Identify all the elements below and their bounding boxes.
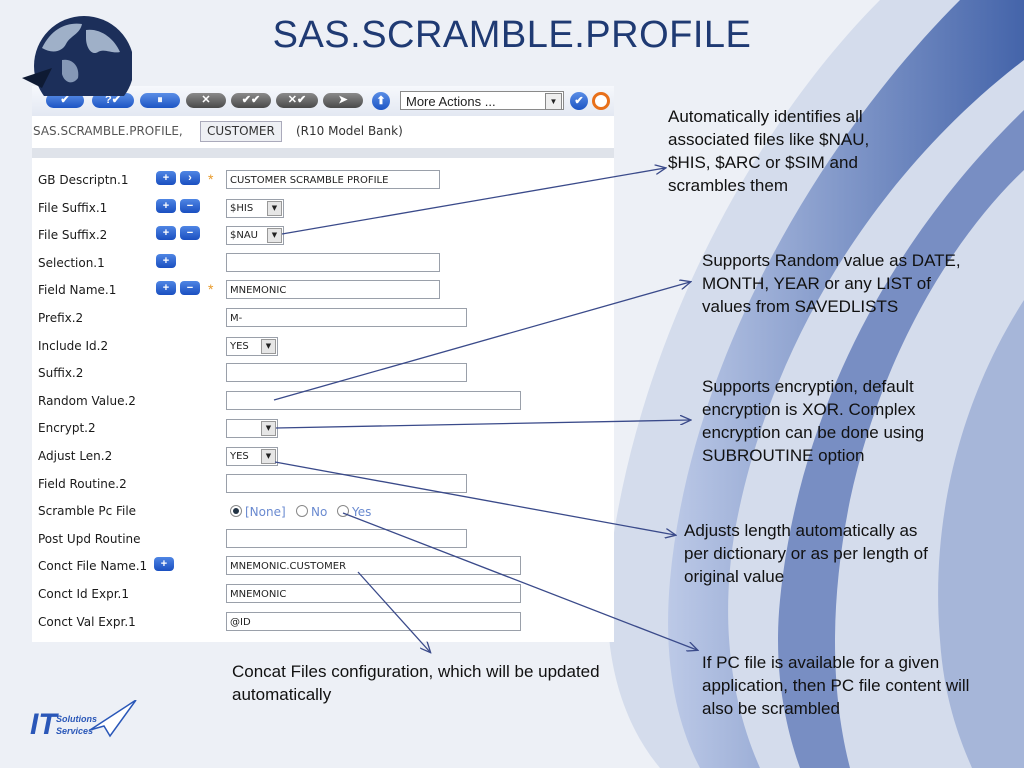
required-star-icon: *: [208, 281, 214, 298]
dropdown-value: $HIS: [230, 202, 254, 214]
field-label: Encrypt.2: [38, 421, 96, 436]
form-row: [32, 251, 614, 275]
radio-option[interactable]: [296, 505, 327, 519]
form-row: [32, 554, 614, 578]
radio-icon[interactable]: [296, 505, 308, 517]
divider: [32, 148, 614, 158]
text-field[interactable]: [226, 363, 467, 382]
dropdown-field[interactable]: [226, 199, 284, 218]
text-field[interactable]: M-: [226, 308, 467, 327]
note-file-suffix: Automatically identifies all associated files like $NAU, $HIS, $ARC or $SIM and scrambles them: [668, 107, 870, 195]
expand-plus-icon[interactable]: +: [156, 226, 176, 240]
field-label: Scramble Pc File: [38, 504, 137, 519]
dropdown-field[interactable]: [226, 226, 284, 245]
next-button[interactable]: ➤: [323, 93, 363, 108]
text-field[interactable]: MNEMONIC.CUSTOMER: [226, 556, 521, 575]
text-field[interactable]: [226, 529, 467, 548]
field-label: File Suffix.2: [38, 228, 108, 243]
dropdown-field[interactable]: [226, 337, 278, 356]
chevron-down-icon[interactable]: ▼: [267, 228, 282, 243]
record-id-field[interactable]: CUSTOMER: [200, 121, 282, 142]
chevron-down-icon[interactable]: ▼: [261, 421, 276, 436]
collapse-minus-icon[interactable]: −: [180, 226, 200, 240]
note-random-value: Supports Random value as DATE, MONTH, YEAR or any LIST of values from SAVEDLISTS: [702, 251, 961, 316]
validate-button[interactable]: ✔: [46, 93, 84, 108]
form-row: [32, 278, 614, 302]
collapse-minus-icon[interactable]: −: [180, 281, 200, 295]
reverse-button[interactable]: ✕✔: [276, 93, 318, 108]
form-row: [32, 582, 614, 606]
chevron-down-icon[interactable]: ▼: [261, 449, 276, 464]
dropdown-value: YES: [230, 451, 249, 462]
radio-icon[interactable]: [337, 505, 349, 517]
slide-title: SAS.SCRAMBLE.PROFILE: [272, 14, 752, 56]
text-field[interactable]: @ID: [226, 612, 521, 631]
required-star-icon: *: [208, 171, 214, 187]
logo-big-text: IT: [30, 708, 57, 741]
chevron-down-icon[interactable]: ▼: [545, 93, 562, 110]
text-field[interactable]: [226, 474, 467, 493]
hold-button[interactable]: ⏸: [140, 93, 180, 108]
dropdown-value: $NAU: [230, 230, 259, 242]
form-row: [32, 334, 614, 358]
radio-option[interactable]: [230, 505, 286, 519]
form-row: [32, 361, 614, 385]
field-label: Field Routine.2: [38, 476, 127, 491]
application-name: SAS.SCRAMBLE.PROFILE,: [33, 124, 183, 138]
expand-plus-icon[interactable]: +: [156, 254, 176, 268]
text-field[interactable]: [226, 253, 440, 272]
authorise-button[interactable]: ✔✔: [231, 93, 271, 108]
radio-label: Yes: [352, 505, 372, 520]
text-field[interactable]: MNEMONIC: [226, 280, 440, 299]
collapse-minus-icon[interactable]: −: [180, 199, 200, 213]
lifebuoy-icon[interactable]: [592, 92, 610, 110]
form-row: [32, 527, 614, 551]
form-row: [32, 444, 614, 468]
field-label: Random Value.2: [38, 393, 136, 408]
chevron-down-icon[interactable]: ▼: [261, 339, 276, 354]
form-row: [32, 223, 614, 247]
field-label: File Suffix.1: [38, 200, 108, 215]
chevron-down-icon[interactable]: ▼: [267, 201, 282, 216]
text-field[interactable]: MNEMONIC: [226, 584, 521, 603]
field-label: GB Descriptn.1: [38, 173, 129, 187]
note-encrypt: Supports encryption, default encryption is XOR. Complex encryption can be done using SUBROUTINE option: [702, 377, 925, 465]
expand-plus-icon[interactable]: +: [156, 281, 176, 295]
expand-plus-icon[interactable]: +: [154, 557, 174, 571]
radio-label: [None]: [245, 505, 286, 520]
note-concat-files: Concat Files configuration, which will be updated automatically: [232, 662, 600, 704]
form-row: [32, 472, 614, 496]
field-label: Post Upd Routine: [38, 531, 141, 546]
field-label: Conct Id Expr.1: [38, 587, 129, 601]
text-field[interactable]: [226, 391, 521, 410]
form-row: [32, 168, 614, 192]
dropdown-field[interactable]: [226, 447, 278, 466]
expand-plus-icon[interactable]: +: [156, 199, 176, 213]
dropdown-field[interactable]: [226, 419, 278, 438]
radio-option[interactable]: [337, 505, 371, 519]
logo-small-text-1: Solutions: [56, 714, 97, 724]
field-label: Conct Val Expr.1: [38, 614, 136, 629]
form-row: [32, 389, 614, 413]
form-row: [32, 306, 614, 330]
more-actions-select[interactable]: [400, 91, 564, 110]
note-adjust-len: Adjusts length automatically as per dictionary or as per length of original value: [684, 521, 928, 586]
t24-form-panel: [32, 86, 614, 642]
delete-button[interactable]: ✕: [186, 93, 226, 108]
form-row: [32, 610, 614, 634]
field-label: Suffix.2: [38, 366, 84, 381]
expand-arrow-icon[interactable]: ›: [180, 171, 200, 185]
logo-small-text-2: Services: [56, 726, 94, 736]
expand-plus-icon[interactable]: +: [156, 171, 176, 185]
field-label: Conct File Name.1: [38, 559, 148, 574]
field-label: Selection.1: [38, 255, 105, 270]
company-name: (R10 Model Bank): [296, 124, 403, 138]
it-solutions-logo: [30, 700, 140, 742]
dropdown-value: YES: [230, 340, 249, 352]
note-pc-file: If PC file is available for a given application, then PC file content will also be scrambled: [702, 653, 970, 718]
radio-label: No: [311, 505, 328, 520]
text-field[interactable]: CUSTOMER SCRAMBLE PROFILE: [226, 170, 440, 189]
check-circle-icon[interactable]: ✔: [570, 92, 588, 110]
field-label: Field Name.1: [38, 283, 117, 298]
field-label: Adjust Len.2: [38, 449, 113, 463]
field-label: Include Id.2: [38, 338, 109, 353]
radio-icon[interactable]: [230, 505, 242, 517]
form-row: [32, 196, 614, 220]
validate-help-button[interactable]: ?✔: [92, 93, 134, 108]
upload-icon[interactable]: ⬆: [372, 92, 390, 110]
more-actions-value: More Actions ...: [406, 94, 496, 109]
form-row: [32, 499, 614, 523]
form-row: [32, 416, 614, 440]
record-header: [32, 116, 614, 148]
field-label: Prefix.2: [38, 311, 84, 325]
